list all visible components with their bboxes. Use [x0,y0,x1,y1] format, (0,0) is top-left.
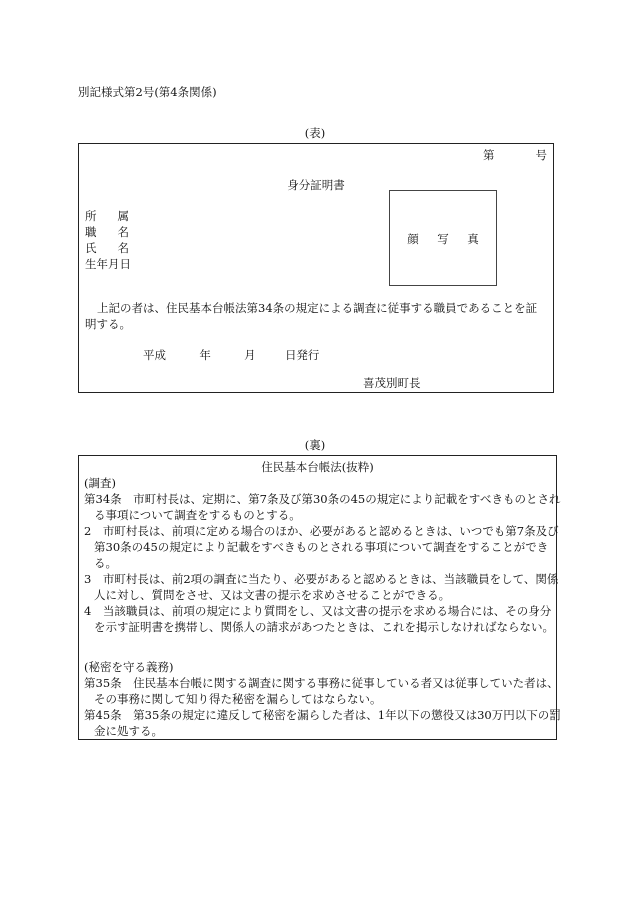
field-affiliation: 所 属 [85,209,129,223]
id-card-front [78,143,554,393]
front-side-label: (表) [304,126,326,140]
article-34-para-4: 4 当該職員は、前項の規定により質問をし、又は文書の提示を求める場合には、その身分を示す証明書を携帯し、関係人の請求があつたときは、これを掲示しなければならない。 [84,604,554,634]
issue-day: 日発行 [284,348,320,362]
article-34-para-2: 2 市町村長は、前項に定める場合のほか、必要があると認めるときは、いつでも第7条及び第30条の45の規定により記載をすべきものとされる事項について調査をすることができる。 [84,524,559,570]
issue-era: 平成 [143,348,166,362]
back-side-label: (裏) [304,438,326,452]
section-heading-confidentiality: (秘密を守る義務) [84,660,174,674]
certificate-number [483,147,547,163]
id-card-back [78,455,561,740]
issue-year: 年 [199,348,211,362]
law-excerpt-title: 住民基本台帳法(抜粋) [261,460,374,474]
section-heading-survey: (調査) [84,476,116,490]
article-34-para-3: 3 市町村長は、前2項の調査に当たり、必要があると認めるときは、当該職員をして、関係人に対し、質問をさせ、又は文書の提示を求めさせることができる。 [84,572,559,602]
certificate-statement: 上記の者は、住民基本台帳法第34条の規定による調査に従事する職員であることを証明する。 [85,301,538,331]
number-suffix: 号 [535,148,547,162]
issue-month: 月 [244,348,256,362]
article-34: 第34条 市町村長は、定期に、第7条及び第30条の45の規定により記載をすべきものとされる事項について調査をするものとする。 [84,492,561,522]
field-birthdate: 生年月日 [85,257,131,271]
issue-date-line [143,347,319,363]
article-45: 第45条 第35条の規定に違反して秘密を漏らした者は、1年以下の懲役又は30万円以下の罰金に処する。 [84,708,561,738]
field-position: 職 名 [85,225,129,239]
field-name: 氏 名 [85,241,129,255]
number-prefix: 第 [483,148,495,162]
photo-box [389,190,497,286]
article-35: 第35条 住民基本台帳に関する調査に関する事務に従事している者又は従事していた者は、その事務に関して知り得た秘密を漏らしてはならない。 [84,676,559,706]
issuer-name: 喜茂別町長 [363,376,421,390]
photo-label: 顔 写 真 [407,232,479,246]
form-title: 別記様式第2号(第4条関係) [78,85,217,99]
certificate-title: 身分証明書 [287,178,345,192]
